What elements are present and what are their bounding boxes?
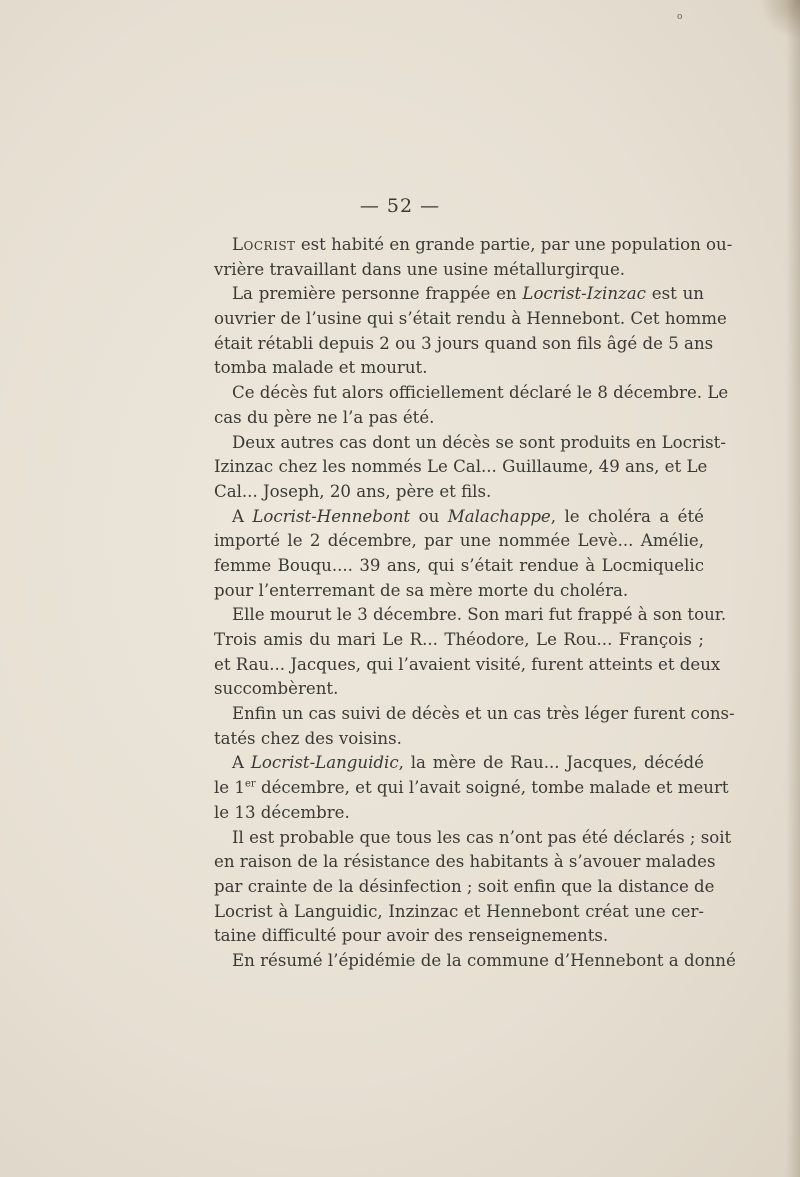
text-line [214, 900, 704, 925]
text-span: A [232, 506, 253, 526]
text-span: Izinzac chez les nommés Le Cal... Guillaume, 49 ans, et Le [214, 457, 708, 477]
text-line [214, 282, 704, 307]
text-span: Locrist à Languidic, Inzinzac et Hennebont créat une cer- [214, 901, 704, 921]
text-line [214, 505, 704, 530]
text-line [214, 480, 704, 505]
text-line [214, 307, 727, 332]
text-span: était rétabli depuis 2 ou 3 jours quand son fils âgé de 5 ans [214, 333, 714, 353]
text-span: En résumé l’épidémie de la commune d’Hennebont a donné [232, 950, 736, 970]
text-line [214, 332, 714, 357]
text-span: A [232, 753, 251, 773]
text-span: Enfin un cas suivi de décès et un cas très léger furent cons- [232, 704, 735, 724]
text-span: ouvrier de l’usine qui s’était rendu à Hennebont. Cet homme [214, 309, 727, 329]
text-span: succombèrent. [214, 679, 339, 699]
text-span: le 13 décembre. [214, 802, 350, 822]
text-line [214, 727, 704, 752]
text-span: , la mère de Rau... Jacques, décédé [398, 753, 704, 773]
text-line [214, 356, 704, 381]
text-line [214, 455, 708, 480]
text-line [214, 751, 704, 776]
text-span: cas du père ne l’a pas été. [214, 407, 435, 427]
text-span: Trois amis du mari Le R... Théodore, Le Rou... François ; [214, 630, 704, 649]
text-line [214, 702, 735, 727]
text-span: et Rau... Jacques, qui l’avaient visité, furent atteints et deux [214, 654, 721, 674]
italic-place-name: Locrist-Izinzac [522, 284, 646, 304]
text-span: importé le 2 décembre, par une nommée Levè... Amélie, [214, 531, 704, 551]
text-line [214, 579, 704, 604]
italic-place-name: Locrist-Languidic [250, 753, 399, 773]
text-span: femme Bouqu.... 39 ans, qui s’était rendue à Locmiquelic [214, 555, 704, 575]
text-span: Elle mourut le 3 décembre. Son mari fut frappé à son tour. [232, 605, 727, 625]
text-line [214, 850, 716, 875]
text-span: tatés chez des voisins. [214, 728, 402, 748]
ordinal-superscript: er [244, 778, 256, 790]
page-number: — 52 — [359, 195, 441, 217]
text-line [214, 258, 704, 283]
text-line [214, 677, 704, 702]
text-span: tomba malade et mourut. [214, 358, 428, 378]
text-line [214, 529, 704, 554]
text-span: Cal... Joseph, 20 ans, père et fils. [214, 481, 492, 501]
text-line [214, 949, 736, 974]
text-span: est habité en grande partie, par une population ou- [295, 235, 733, 254]
small-caps-word: Locrist [232, 235, 296, 254]
text-span: en raison de la résistance des habitants à s’avouer malades [214, 852, 716, 872]
text-span: décembre, et qui l’avait soigné, tombe malade et meurt [255, 778, 729, 798]
text-span: pour l’enterremant de sa mère morte du choléra. [214, 580, 629, 600]
text-line [214, 924, 704, 949]
text-line [214, 875, 715, 900]
text-line [214, 554, 704, 579]
text-line [214, 381, 729, 406]
text-span: , le choléra a été [550, 506, 704, 526]
text-span: Deux autres cas dont un décès se sont produits en Locrist- [232, 432, 726, 452]
text-line [214, 233, 733, 258]
text-span: est un [645, 284, 704, 304]
text-span: le 1 [214, 778, 245, 798]
text-span: taine difficulté pour avoir des renseignements. [214, 926, 609, 946]
text-span: Il est probable que tous les cas n’ont pas été déclarés ; soit [232, 827, 732, 847]
text-line [214, 653, 721, 678]
corner-mark: o [677, 12, 683, 22]
italic-place-name: Malachappe [447, 506, 551, 526]
text-span: ou [410, 506, 448, 526]
italic-place-name: Locrist-Hennebont [252, 506, 411, 526]
page-edge-shadow [786, 0, 800, 1177]
text-line [214, 628, 704, 653]
text-line [214, 603, 727, 628]
text-line [214, 801, 704, 826]
text-line [214, 826, 732, 851]
text-span: par crainte de la désinfection ; soit enfin que la distance de [214, 876, 715, 896]
text-span: Ce décès fut alors officiellement déclaré le 8 décembre. Le [232, 383, 729, 403]
body-text [214, 233, 736, 974]
text-line [214, 776, 729, 801]
text-line [214, 431, 726, 456]
text-span: vrière travaillant dans une usine métallurgirque. [214, 259, 626, 279]
text-line [214, 406, 704, 431]
text-span: La première personne frappée en [232, 284, 523, 304]
